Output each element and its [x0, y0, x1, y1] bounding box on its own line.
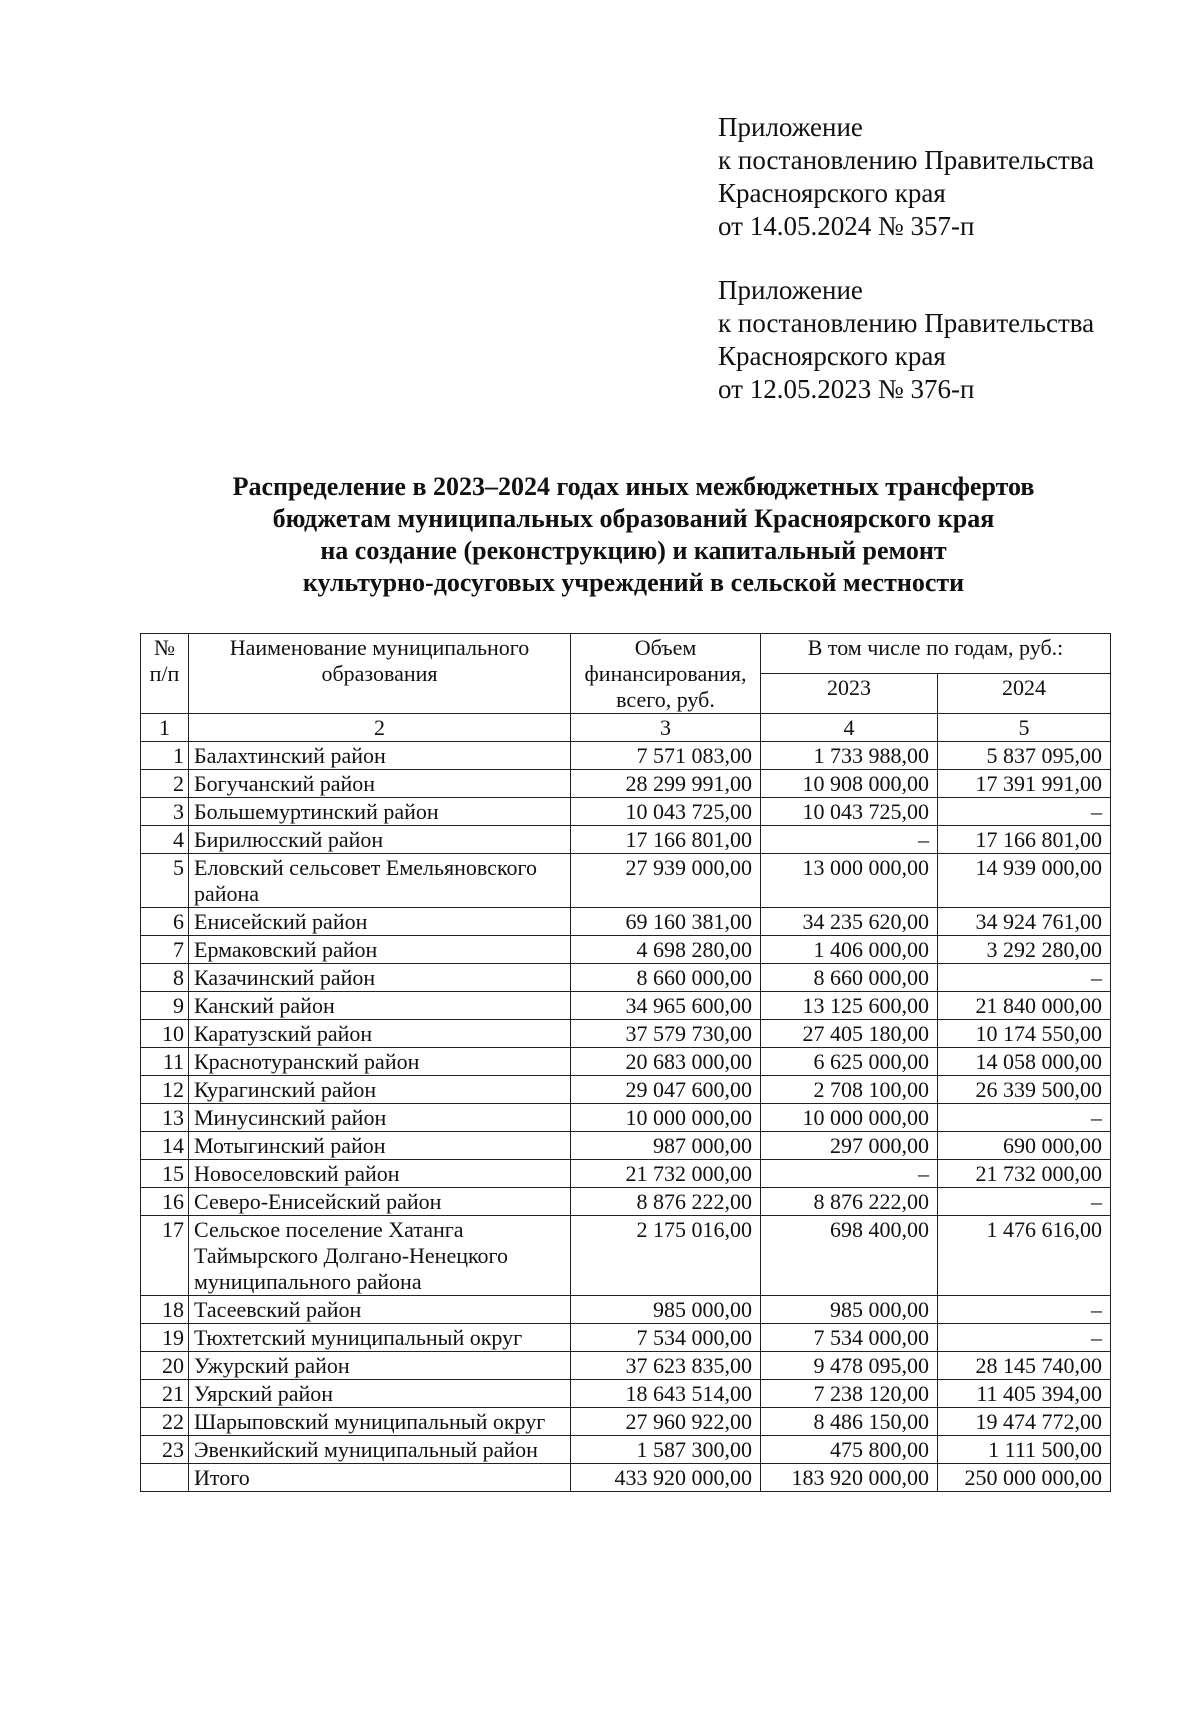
total-row-2024: 250 000 000,00 — [938, 1464, 1111, 1492]
municipality-name: Канский район — [189, 992, 571, 1020]
appendix-line: Красноярского края — [718, 341, 946, 371]
appendix-line: к постановлению Правительства — [718, 308, 1095, 338]
table-row — [141, 742, 1111, 770]
municipality-name: Сельское поселение Хатанга Таймырского Долгано-Ненецкого муниципального района — [189, 1216, 571, 1296]
table-row — [141, 1216, 1111, 1296]
appendix-block-current — [718, 111, 1094, 243]
financing-total: 27 939 000,00 — [571, 854, 761, 908]
financing-2024: – — [938, 798, 1111, 826]
municipality-name: Краснотуранский район — [189, 1048, 571, 1076]
row-number: 5 — [141, 854, 189, 908]
table-row — [141, 992, 1111, 1020]
column-numbers-row — [141, 714, 1111, 742]
row-number: 23 — [141, 1436, 189, 1464]
table-row — [141, 964, 1111, 992]
row-number: 8 — [141, 964, 189, 992]
financing-total: 21 732 000,00 — [571, 1160, 761, 1188]
financing-2024: 26 339 500,00 — [938, 1076, 1111, 1104]
row-number: 9 — [141, 992, 189, 1020]
table-row — [141, 1132, 1111, 1160]
financing-2024: 1 111 500,00 — [938, 1436, 1111, 1464]
financing-2023: 9 478 095,00 — [761, 1352, 938, 1380]
municipality-name: Енисейский район — [189, 908, 571, 936]
financing-2024: 5 837 095,00 — [938, 742, 1111, 770]
title-line: на создание (реконструкцию) и капитальный ремонт — [320, 536, 947, 565]
header-year-2024: 2024 — [938, 674, 1111, 714]
financing-total: 8 876 222,00 — [571, 1188, 761, 1216]
table-row — [141, 1020, 1111, 1048]
appendix-line: Приложение — [718, 275, 863, 305]
financing-2023: 475 800,00 — [761, 1436, 938, 1464]
financing-2023: 1 406 000,00 — [761, 936, 938, 964]
financing-total: 34 965 600,00 — [571, 992, 761, 1020]
municipality-name: Северо-Енисейский район — [189, 1188, 571, 1216]
municipality-name: Уярский район — [189, 1380, 571, 1408]
municipality-name: Каратузский район — [189, 1020, 571, 1048]
row-number: 10 — [141, 1020, 189, 1048]
municipality-name: Большемуртинский район — [189, 798, 571, 826]
financing-2023: 27 405 180,00 — [761, 1020, 938, 1048]
header-total: Объем финансирования, всего, руб. — [571, 634, 761, 714]
row-number: 6 — [141, 908, 189, 936]
financing-2023: 297 000,00 — [761, 1132, 938, 1160]
financing-2023: 698 400,00 — [761, 1216, 938, 1296]
row-number: 11 — [141, 1048, 189, 1076]
column-number: 2 — [189, 714, 571, 742]
financing-2024: 28 145 740,00 — [938, 1352, 1111, 1380]
municipality-name: Балахтинский район — [189, 742, 571, 770]
row-number: 21 — [141, 1380, 189, 1408]
financing-total: 37 579 730,00 — [571, 1020, 761, 1048]
appendix-line: к постановлению Правительства — [718, 145, 1095, 175]
financing-total: 7 571 083,00 — [571, 742, 761, 770]
municipality-name: Ужурский район — [189, 1352, 571, 1380]
financing-total: 10 000 000,00 — [571, 1104, 761, 1132]
financing-total: 2 175 016,00 — [571, 1216, 761, 1296]
municipality-name: Минусинский район — [189, 1104, 571, 1132]
financing-total: 20 683 000,00 — [571, 1048, 761, 1076]
row-number: 15 — [141, 1160, 189, 1188]
financing-total: 29 047 600,00 — [571, 1076, 761, 1104]
appendix-line: Приложение — [718, 112, 863, 142]
financing-total: 1 587 300,00 — [571, 1436, 761, 1464]
title-line: бюджетам муниципальных образований Красноярского края — [272, 504, 995, 533]
row-number: 16 — [141, 1188, 189, 1216]
table-row — [141, 1048, 1111, 1076]
financing-2023: 34 235 620,00 — [761, 908, 938, 936]
municipality-name: Еловский сельсовет Емельяновского района — [189, 854, 571, 908]
financing-2023: 10 000 000,00 — [761, 1104, 938, 1132]
table-row — [141, 908, 1111, 936]
municipality-name: Шарыповский муниципальный округ — [189, 1408, 571, 1436]
total-row-total: 433 920 000,00 — [571, 1464, 761, 1492]
transfers-table — [140, 633, 1111, 1492]
financing-total: 28 299 991,00 — [571, 770, 761, 798]
financing-2023: 13 125 600,00 — [761, 992, 938, 1020]
financing-2024: 19 474 772,00 — [938, 1408, 1111, 1436]
municipality-name: Бирилюсский район — [189, 826, 571, 854]
row-number: 12 — [141, 1076, 189, 1104]
financing-2024: 21 840 000,00 — [938, 992, 1111, 1020]
table-body — [141, 742, 1111, 1464]
financing-2023: 7 534 000,00 — [761, 1324, 938, 1352]
total-row-2023: 183 920 000,00 — [761, 1464, 938, 1492]
financing-2024: 1 476 616,00 — [938, 1216, 1111, 1296]
financing-2024: 690 000,00 — [938, 1132, 1111, 1160]
table-row — [141, 1380, 1111, 1408]
table-row — [141, 936, 1111, 964]
financing-2023: 6 625 000,00 — [761, 1048, 938, 1076]
row-number: 18 — [141, 1296, 189, 1324]
municipality-name: Мотыгинский район — [189, 1132, 571, 1160]
table-footer — [141, 1464, 1111, 1492]
financing-2024: 17 391 991,00 — [938, 770, 1111, 798]
municipality-name: Новоселовский район — [189, 1160, 571, 1188]
financing-total: 985 000,00 — [571, 1296, 761, 1324]
title-line: Распределение в 2023–2024 годах иных межбюджетных трансфертов — [232, 472, 1035, 501]
table-row — [141, 854, 1111, 908]
financing-2023: – — [761, 1160, 938, 1188]
municipality-name: Эвенкийский муниципальный район — [189, 1436, 571, 1464]
financing-total: 18 643 514,00 — [571, 1380, 761, 1408]
table-row — [141, 1188, 1111, 1216]
column-number: 1 — [141, 714, 189, 742]
financing-2023: 985 000,00 — [761, 1296, 938, 1324]
table-row — [141, 1408, 1111, 1436]
financing-total: 69 160 381,00 — [571, 908, 761, 936]
financing-total: 4 698 280,00 — [571, 936, 761, 964]
financing-total: 10 043 725,00 — [571, 798, 761, 826]
financing-2024: – — [938, 964, 1111, 992]
financing-2023: 8 660 000,00 — [761, 964, 938, 992]
table-row — [141, 1296, 1111, 1324]
table-row — [141, 1436, 1111, 1464]
table-row — [141, 1076, 1111, 1104]
municipality-name: Ермаковский район — [189, 936, 571, 964]
document-title — [100, 471, 1167, 599]
row-number: 13 — [141, 1104, 189, 1132]
financing-2023: 2 708 100,00 — [761, 1076, 938, 1104]
row-number: 3 — [141, 798, 189, 826]
financing-2024: 14 058 000,00 — [938, 1048, 1111, 1076]
financing-2024: – — [938, 1324, 1111, 1352]
financing-total: 17 166 801,00 — [571, 826, 761, 854]
column-number: 5 — [938, 714, 1111, 742]
financing-2023: 7 238 120,00 — [761, 1380, 938, 1408]
table-row — [141, 1352, 1111, 1380]
table-header — [141, 634, 1111, 742]
financing-2024: 14 939 000,00 — [938, 854, 1111, 908]
financing-2024: – — [938, 1188, 1111, 1216]
financing-2024: 3 292 280,00 — [938, 936, 1111, 964]
appendix-date-line: от 12.05.2023 № 376-п — [718, 374, 975, 404]
table-row — [141, 798, 1111, 826]
row-number: 19 — [141, 1324, 189, 1352]
header-num: № п/п — [141, 634, 189, 714]
financing-total: 37 623 835,00 — [571, 1352, 761, 1380]
financing-total: 987 000,00 — [571, 1132, 761, 1160]
title-line: культурно-досуговых учреждений в сельской местности — [302, 568, 965, 597]
financing-2024: 34 924 761,00 — [938, 908, 1111, 936]
total-row — [141, 1464, 1111, 1492]
row-number: 4 — [141, 826, 189, 854]
appendix-date-line: от 14.05.2024 № 357-п — [718, 211, 975, 241]
municipality-name: Курагинский район — [189, 1076, 571, 1104]
financing-2023: 8 486 150,00 — [761, 1408, 938, 1436]
header-year-2023: 2023 — [761, 674, 938, 714]
table-row — [141, 1104, 1111, 1132]
table-row — [141, 1324, 1111, 1352]
row-number: 20 — [141, 1352, 189, 1380]
municipality-name: Тюхтетский муниципальный округ — [189, 1324, 571, 1352]
financing-2023: 10 908 000,00 — [761, 770, 938, 798]
row-number: 17 — [141, 1216, 189, 1296]
financing-2024: 17 166 801,00 — [938, 826, 1111, 854]
financing-2024: 21 732 000,00 — [938, 1160, 1111, 1188]
financing-total: 7 534 000,00 — [571, 1324, 761, 1352]
financing-2023: 8 876 222,00 — [761, 1188, 938, 1216]
total-row-num — [141, 1464, 189, 1492]
header-by-years: В том числе по годам, руб.: — [761, 634, 1111, 674]
financing-2024: 10 174 550,00 — [938, 1020, 1111, 1048]
table-row — [141, 1160, 1111, 1188]
financing-total: 8 660 000,00 — [571, 964, 761, 992]
table-row — [141, 770, 1111, 798]
appendix-line: Красноярского края — [718, 178, 946, 208]
appendix-block-original — [718, 274, 1094, 406]
financing-2024: 11 405 394,00 — [938, 1380, 1111, 1408]
financing-2023: – — [761, 826, 938, 854]
financing-2024: – — [938, 1296, 1111, 1324]
row-number: 1 — [141, 742, 189, 770]
row-number: 14 — [141, 1132, 189, 1160]
financing-2023: 13 000 000,00 — [761, 854, 938, 908]
financing-total: 27 960 922,00 — [571, 1408, 761, 1436]
financing-2023: 10 043 725,00 — [761, 798, 938, 826]
header-name: Наименование муниципального образования — [189, 634, 571, 714]
column-number: 3 — [571, 714, 761, 742]
row-number: 2 — [141, 770, 189, 798]
municipality-name: Казачинский район — [189, 964, 571, 992]
row-number: 7 — [141, 936, 189, 964]
financing-2023: 1 733 988,00 — [761, 742, 938, 770]
table-row — [141, 826, 1111, 854]
total-row-label: Итого — [189, 1464, 571, 1492]
column-number: 4 — [761, 714, 938, 742]
financing-2024: – — [938, 1104, 1111, 1132]
row-number: 22 — [141, 1408, 189, 1436]
municipality-name: Богучанский район — [189, 770, 571, 798]
municipality-name: Тасеевский район — [189, 1296, 571, 1324]
